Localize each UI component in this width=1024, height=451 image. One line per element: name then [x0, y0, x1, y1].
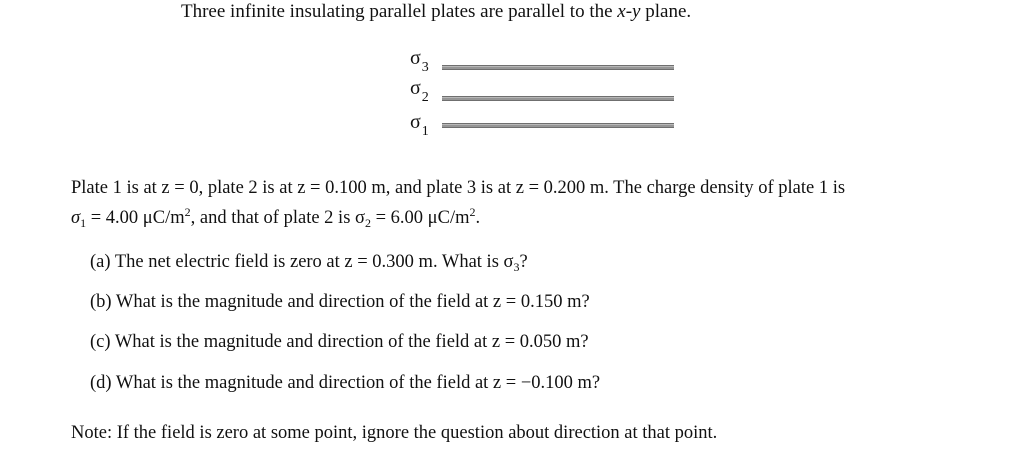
title-text-end: plane.: [640, 1, 692, 22]
plate-2: [442, 96, 674, 101]
question-d: (d) What is the magnitude and direction of the field at z = −0.100 m?: [90, 373, 601, 393]
setup-paragraph-line1: Plate 1 is at z = 0, plate 2 is at z = 0.100 m, and plate 3 is at z = 0.200 m. The charge density of plate 1 is: [71, 178, 846, 198]
setup-paragraph-line2: $\sigma_1 = 4.00$ $\mu C/m^2$, and that of plate 2 is $\sigma_2 = 6.00$ $\mu C/m^2$.: [71, 205, 481, 230]
plate-1: [442, 123, 674, 128]
title-text: Three infinite insulating parallel plates are parallel to the: [181, 1, 618, 22]
sigma2-label: $\sigma_2$: [410, 77, 429, 105]
sigma3-label: $\sigma_3$: [410, 47, 429, 75]
title-plane-variable: x-y: [617, 1, 641, 22]
question-a: (a) The net electric field is zero at z = 0.300 m. What is $\sigma_3$?: [90, 252, 528, 274]
question-c: (c) What is the magnitude and direction of the field at z = 0.050 m?: [90, 332, 589, 352]
question-b: (b) What is the magnitude and direction of the field at z = 0.150 m?: [90, 292, 590, 312]
plates-figure: [400, 48, 690, 148]
note-text: Note: If the field is zero at some point, ignore the question about direction at that point.: [71, 423, 718, 443]
problem-title: [181, 0, 691, 24]
sigma1-label: $\sigma_1$: [410, 111, 429, 139]
plate-3: [442, 65, 674, 70]
